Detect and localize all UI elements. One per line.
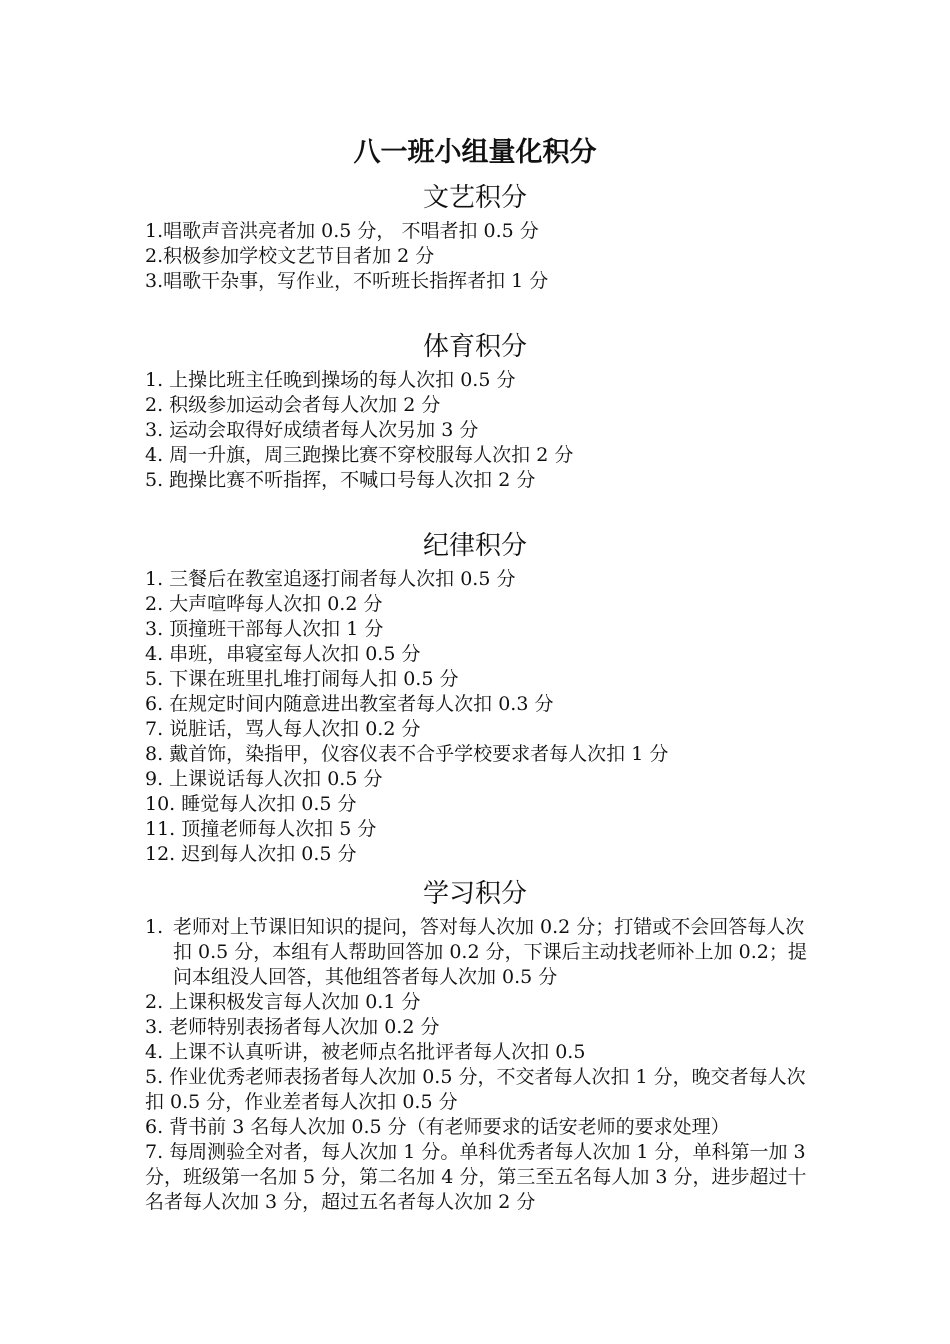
- list-item: 6. 背书前 3 名每人次加 0.5 分（有老师要求的话安老师的要求处理）: [145, 1116, 730, 1138]
- list-item: [145, 915, 810, 990]
- list-item: 1.唱歌声音洪亮者加 0.5 分， 不唱者扣 0.5 分: [145, 220, 539, 242]
- list-item: 8. 戴首饰，染指甲，仪容仪表不合乎学校要求者每人次扣 1 分: [145, 743, 669, 765]
- list-item: 4. 上课不认真听讲，被老师点名批评者每人次扣 0.5: [145, 1041, 586, 1063]
- section-study: [145, 876, 810, 1215]
- list-item: 7. 每周测验全对者，每人次加 1 分。单科优秀者每人次加 1 分，单科第一加 3 分，班级第一名加 5 分，第二名加 4 分，第三至五名每人加 3 分，进步超过十名者每人次加 3 分，超过五名者每人次加 2 分: [145, 1141, 807, 1213]
- section-heading: 学习积分: [422, 879, 527, 909]
- section-heading: 纪律积分: [422, 531, 527, 561]
- list-item: 2.积极参加学校文艺节目者加 2 分: [145, 245, 435, 267]
- section-heading: 体育积分: [422, 332, 527, 362]
- list-item: 3.唱歌干杂事，写作业，不听班长指挥者扣 1 分: [145, 270, 549, 292]
- list-item: 11. 顶撞老师每人次扣 5 分: [145, 818, 377, 840]
- list-item: 1. 三餐后在教室追逐打闹者每人次扣 0.5 分: [145, 568, 516, 590]
- list-item: 1. 上操比班主任晚到操场的每人次扣 0.5 分: [145, 369, 516, 391]
- section-heading: 文艺积分: [422, 183, 527, 213]
- list-item: 5. 下课在班里扎堆打闹每人扣 0.5 分: [145, 668, 459, 690]
- section-arts: [145, 180, 810, 294]
- list-item: 5. 跑操比赛不听指挥，不喊口号每人次扣 2 分: [145, 469, 536, 491]
- list-item: 2. 大声喧哗每人次扣 0.2 分: [145, 593, 383, 615]
- item-number: 1.: [145, 916, 164, 938]
- item-text: 老师对上节课旧知识的提问，答对每人次加 0.2 分；打错或不会回答每人次扣 0.5 分，本组有人帮助回答加 0.2 分，下课后主动找老师补上加 0.2；提问本组没人回答，其他组答者每人次加 0.5 分: [173, 916, 807, 988]
- list-item: 2. 上课积极发言每人次加 0.1 分: [145, 991, 421, 1013]
- list-item: 6. 在规定时间内随意进出教室者每人次扣 0.3 分: [145, 693, 554, 715]
- list-item: 5. 作业优秀老师表扬者每人次加 0.5 分，不交者每人次扣 1 分，晚交者每人次扣 0.5 分，作业差者每人次扣 0.5 分: [145, 1066, 806, 1113]
- list-item: 4. 周一升旗，周三跑操比赛不穿校服每人次扣 2 分: [145, 444, 574, 466]
- list-item: 3. 运动会取得好成绩者每人次另加 3 分: [145, 419, 479, 441]
- list-item: 12. 迟到每人次扣 0.5 分: [145, 843, 357, 865]
- list-item: 3. 老师特别表扬者每人次加 0.2 分: [145, 1016, 440, 1038]
- document-title: 八一班小组量化积分: [353, 137, 597, 168]
- list-item: 2. 积级参加运动会者每人次加 2 分: [145, 394, 441, 416]
- list-item: 3. 顶撞班干部每人次扣 1 分: [145, 618, 384, 640]
- list-item: 7. 说脏话，骂人每人次扣 0.2 分: [145, 718, 421, 740]
- list-item: 10. 睡觉每人次扣 0.5 分: [145, 793, 357, 815]
- list-item: 9. 上课说话每人次扣 0.5 分: [145, 768, 383, 790]
- section-sports: [145, 329, 810, 493]
- section-discipline: [145, 528, 810, 867]
- list-item: 4. 串班，串寝室每人次扣 0.5 分: [145, 643, 421, 665]
